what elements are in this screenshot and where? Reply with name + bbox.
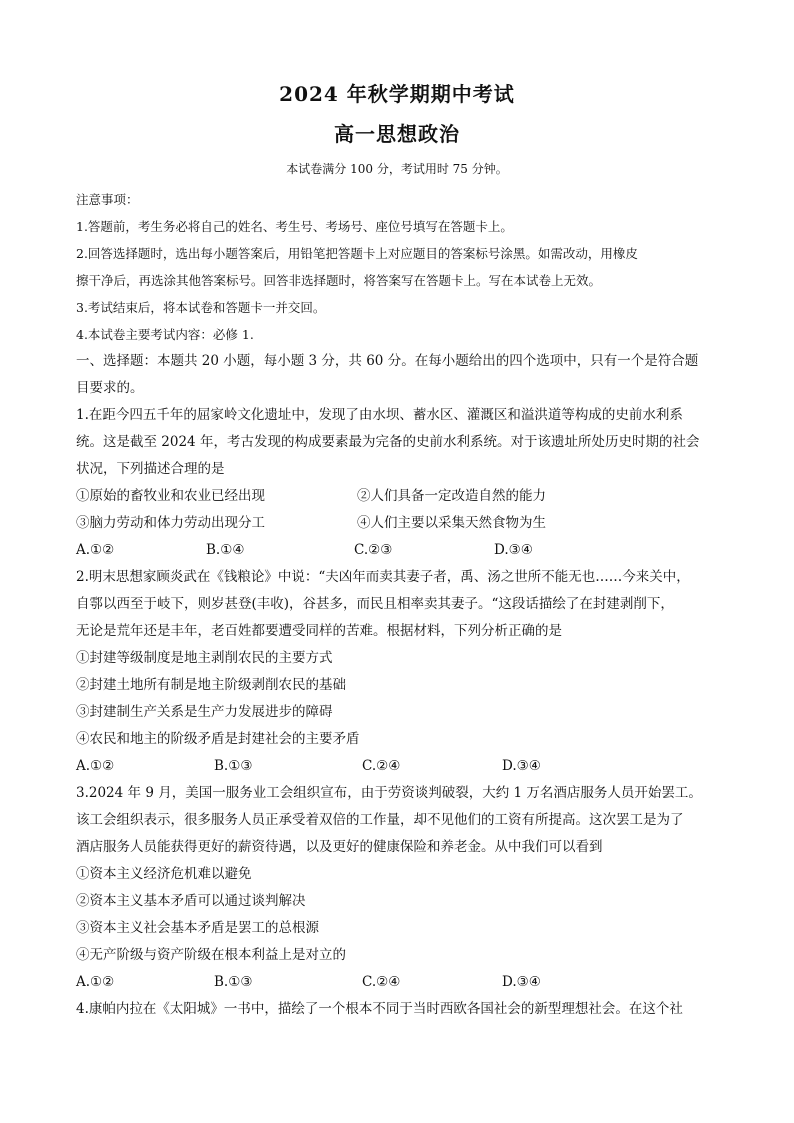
answer-option: A.①②: [76, 542, 115, 558]
section-heading: 一、选择题：本题共 20 小题，每小题 3 分，共 60 分。在每小题给出的四个选项中，只有一个是符合题: [76, 353, 699, 369]
notice-item: 4.本试卷主要考试内容：必修 1.: [76, 327, 254, 342]
answer-option: C.②④: [362, 758, 401, 774]
answer-option: D.③④: [502, 974, 541, 990]
answer-option: B.①④: [206, 542, 245, 558]
question-3-text: 酒店服务人员能获得更好的薪资待遇，以及更好的健康保险和养老金。从中我们可以看到: [76, 839, 603, 855]
question-3-answers: [76, 969, 728, 996]
question-1-text: 统。这是截至 2024 年，考古发现的构成要素最为完备的史前水利系统。对于该遗址所处历史时期的社会: [76, 434, 700, 450]
exam-body: [76, 186, 728, 1023]
statement: ②封建土地所有制是地主阶级剥削农民的基础: [76, 677, 346, 693]
statement: ④人们主要以采集天然食物为生: [357, 515, 546, 531]
question-4-text: 4.康帕内拉在《太阳城》一书中，描绘了一个根本不同于当时西欧各国社会的新型理想社会。在这个社: [76, 1001, 683, 1017]
exam-subject: 高一思想政治: [334, 122, 460, 146]
answer-option: B.①③: [214, 758, 253, 774]
exam-note: 本试卷满分 100 分，考试用时 75 分钟。: [286, 162, 508, 176]
question-1-statements: [76, 483, 728, 510]
answer-option: D.③④: [494, 542, 533, 558]
notice-item: 2.回答选择题时，选出每小题答案后，用铅笔把答题卡上对应题目的答案标号涂黑。如需改动，用橡皮: [76, 246, 638, 261]
statement: ④农民和地主的阶级矛盾是封建社会的主要矛盾: [76, 731, 360, 747]
question-2-text: 2.明末思想家顾炎武在《钱粮论》中说：“夫凶年而卖其妻子者，禹、汤之世所不能无也……今来关中，: [76, 569, 690, 585]
question-1-answers: [76, 537, 728, 564]
notice-heading: 注意事项：: [76, 192, 139, 207]
statement: ③脑力劳动和体力劳动出现分工: [76, 515, 265, 531]
question-3-text: 3.2024 年 9 月，美国一服务业工会组织宣布，由于劳资谈判破裂，大约 1 万名酒店服务人员开始罢工。: [76, 785, 702, 801]
statement: ④无产阶级与资产阶级在根本利益上是对立的: [76, 947, 346, 963]
question-2-answers: [76, 753, 728, 780]
statement: ①资本主义经济危机难以避免: [76, 866, 252, 882]
section-heading-cont: 目要求的。: [76, 380, 144, 396]
statement: ③资本主义社会基本矛盾是罢工的总根源: [76, 920, 319, 936]
statement: ①原始的畜牧业和农业已经出现: [76, 488, 265, 504]
question-1-text: 状况，下列描述合理的是: [76, 461, 225, 477]
question-2-text: 无论是荒年还是丰年，老百姓都要遭受同样的苦难。根据材料，下列分析正确的是: [76, 623, 562, 639]
statement: ②资本主义基本矛盾可以通过谈判解决: [76, 893, 306, 909]
statement: ③封建制生产关系是生产力发展进步的障碍: [76, 704, 333, 720]
statement: ②人们具备一定改造自然的能力: [357, 488, 546, 504]
question-1-statements: [76, 510, 728, 537]
answer-option: C.②④: [362, 974, 401, 990]
notice-item: 3.考试结束后，将本试卷和答题卡一并交回。: [76, 300, 326, 315]
exam-title: 2024 年秋学期期中考试: [279, 82, 515, 106]
answer-option: D.③④: [502, 758, 541, 774]
answer-option: A.①②: [76, 758, 115, 774]
statement: ①封建等级制度是地主剥削农民的主要方式: [76, 650, 333, 666]
answer-option: C.②③: [354, 542, 393, 558]
notice-item: 擦干净后，再选涂其他答案标号。回答非选择题时，将答案写在答题卡上。写在本试卷上无效。: [76, 273, 602, 288]
notice-item: 1.答题前，考生务必将自己的姓名、考生号、考场号、座位号填写在答题卡上。: [76, 219, 513, 234]
question-3-text: 该工会组织表示，很多服务人员正承受着双倍的工作量，却不见他们的工资有所提高。这次罢工是为了: [76, 812, 684, 828]
answer-option: B.①③: [214, 974, 253, 990]
question-1-text: 1.在距今四五千年的屈家岭文化遗址中，发现了由水坝、蓄水区、灌溉区和溢洪道等构成的史前水利系: [76, 407, 683, 423]
question-2-text: 自鄠以西至于岐下，则岁甚登(丰收)，谷甚多，而民且相率卖其妻子。“这段话描绘了在封建剥削下，: [76, 596, 674, 612]
answer-option: A.①②: [76, 974, 115, 990]
